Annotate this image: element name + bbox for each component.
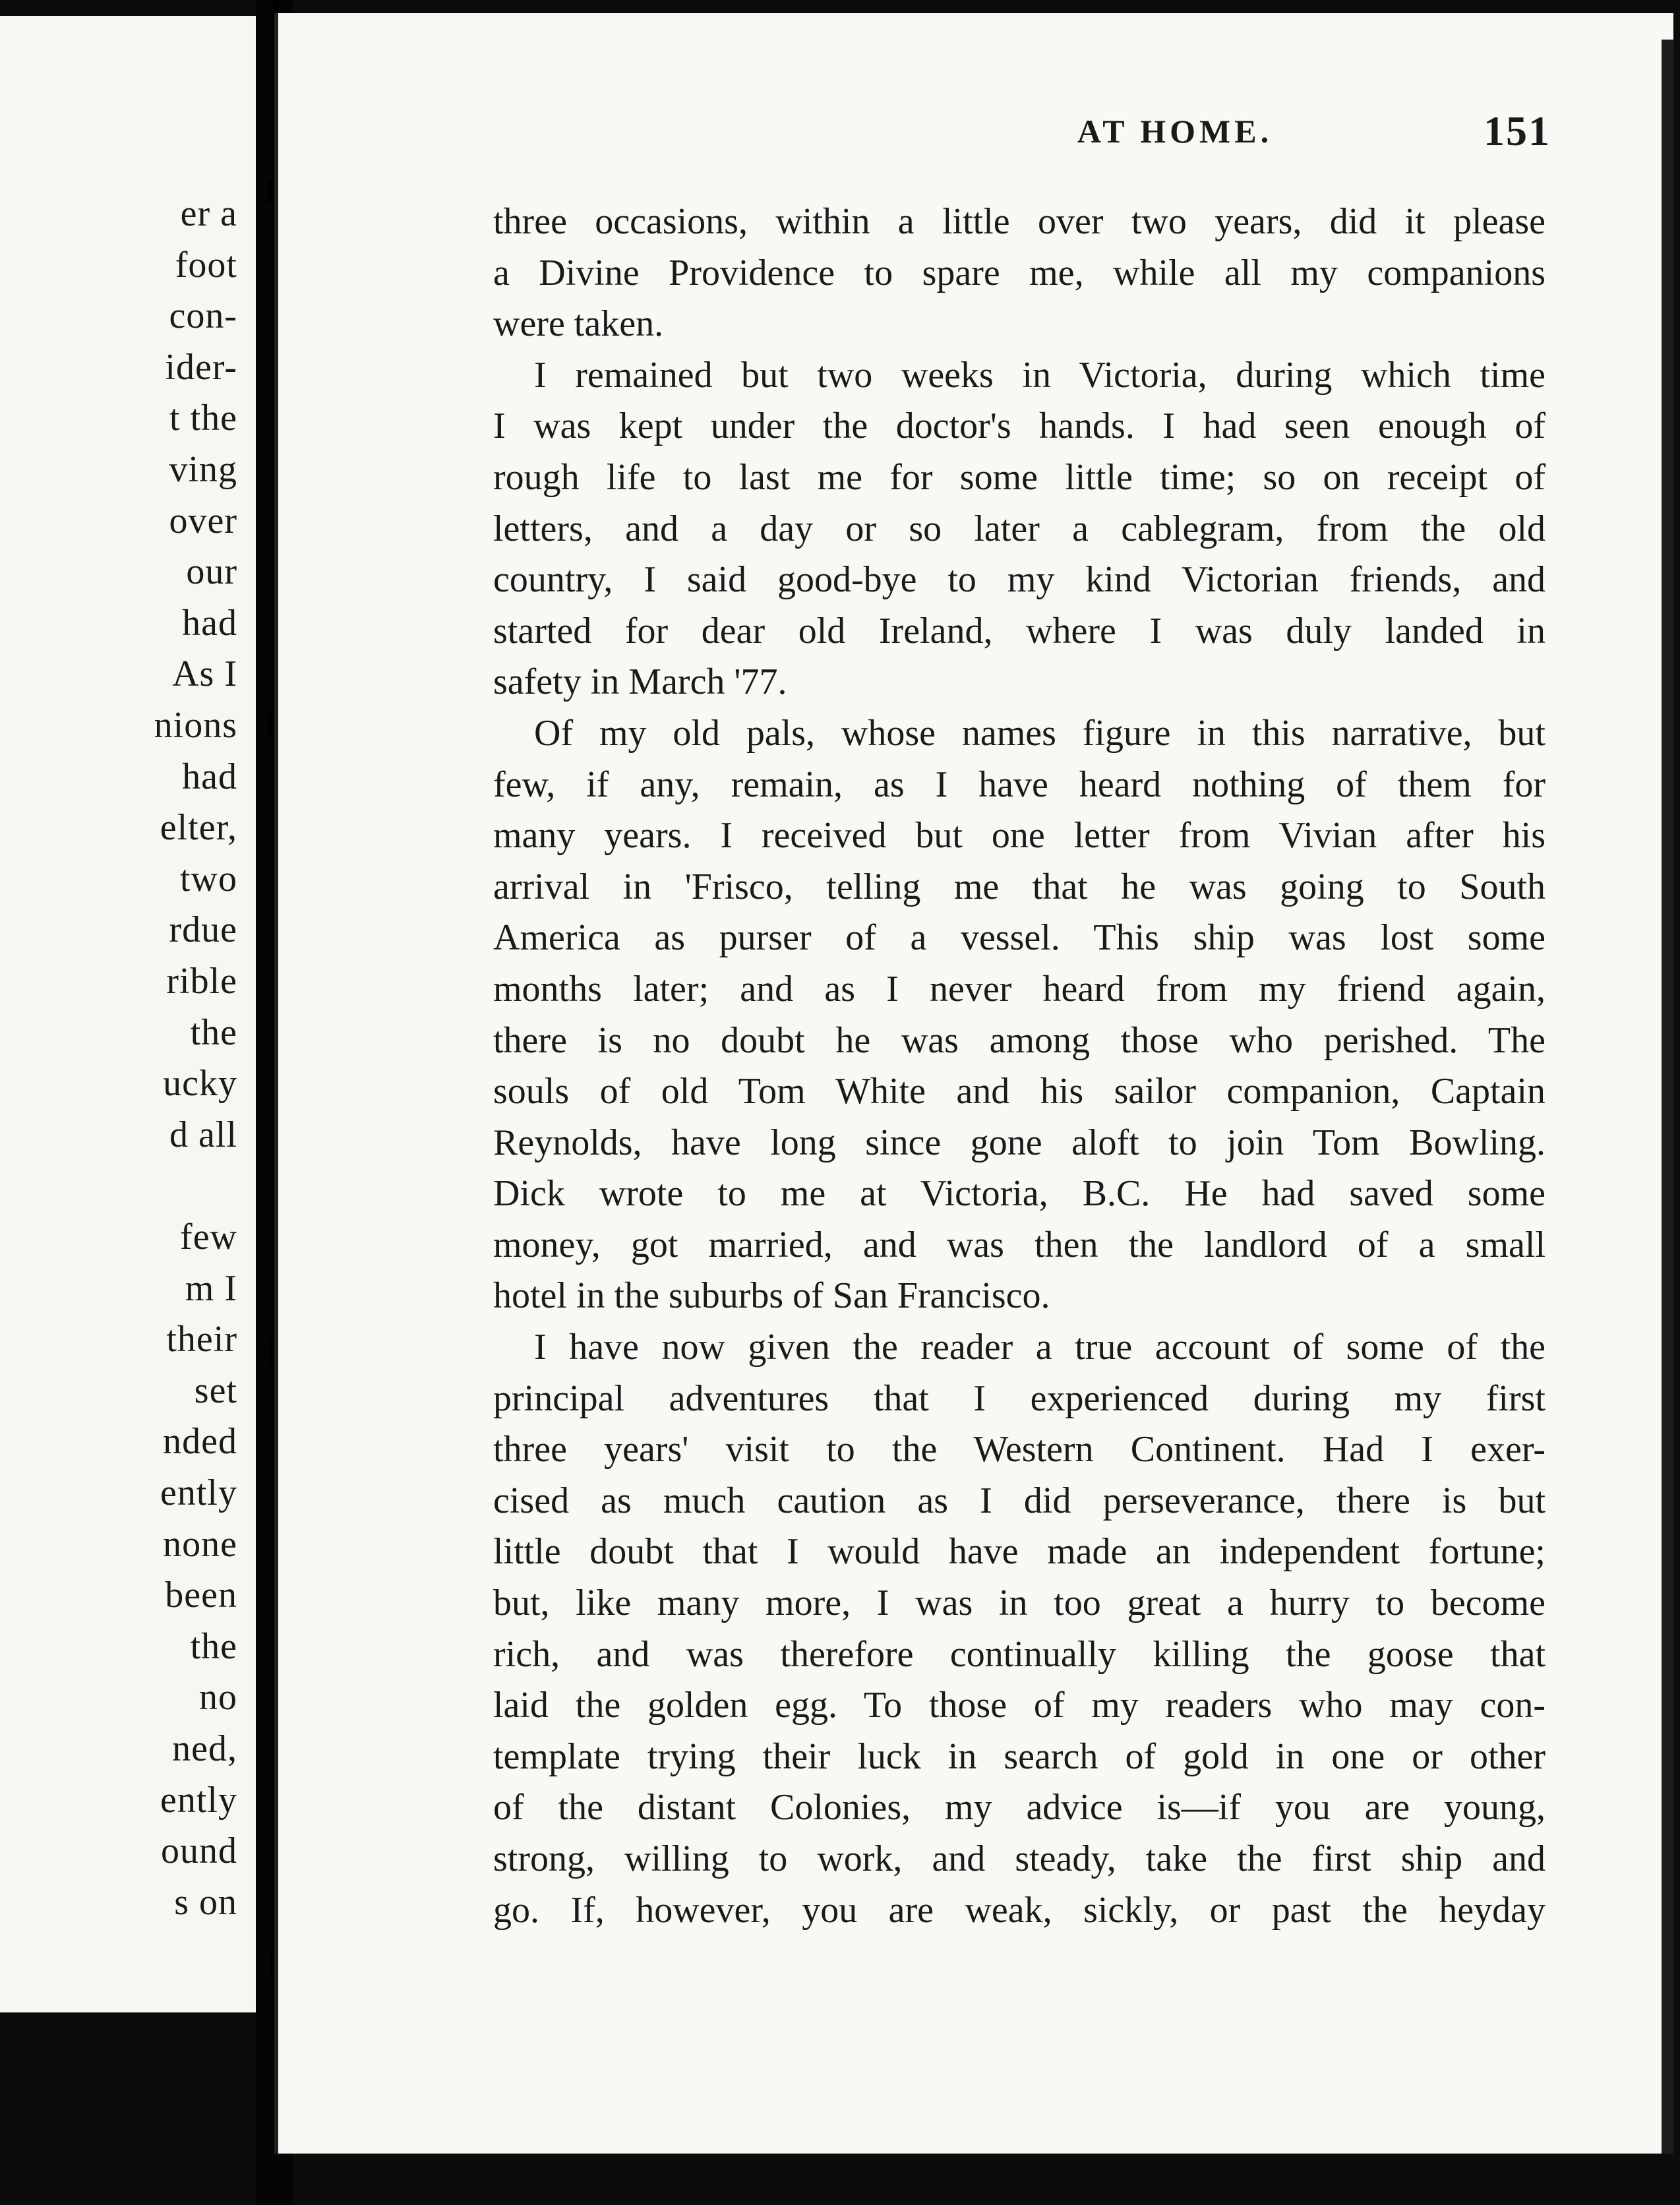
left-page-line: few bbox=[180, 1217, 237, 1257]
page-number: 151 bbox=[1484, 107, 1551, 154]
book-page bbox=[274, 13, 1673, 2154]
text-line: America as purser of a vessel. This ship was lost some bbox=[493, 917, 1545, 959]
left-page-line: none bbox=[163, 1523, 237, 1565]
text-line: rich, and was therefore continually killing the goose that bbox=[493, 1633, 1545, 1675]
left-page-line: their bbox=[166, 1319, 237, 1360]
text-line: three years' visit to the Western Continent. Had I exer- bbox=[493, 1429, 1545, 1470]
left-page-line: set bbox=[194, 1370, 237, 1411]
left-page-line: no bbox=[199, 1677, 237, 1718]
left-page-line: had bbox=[182, 602, 237, 644]
text-line: letters, and a day or so later a cablegram, from the old bbox=[493, 508, 1545, 549]
page-body-text bbox=[493, 196, 1545, 1936]
text-line: country, I said good-bye to my kind Victorian friends, and bbox=[493, 559, 1545, 601]
left-page-line: con- bbox=[169, 295, 237, 337]
text-line: few, if any, remain, as I have heard nothing of them for bbox=[493, 764, 1545, 805]
text-line: arrival in 'Frisco, telling me that he was going to South bbox=[493, 866, 1545, 907]
text-line: of the distant Colonies, my advice is—if you are young, bbox=[493, 1787, 1545, 1828]
text-line: go. If, however, you are weak, sickly, or past the heyday bbox=[493, 1889, 1545, 1931]
text-line: I remained but two weeks in Victoria, during which time bbox=[534, 354, 1545, 396]
text-line: a Divine Providence to spare me, while all my companions bbox=[493, 252, 1545, 293]
text-line: strong, willing to work, and steady, take the first ship and bbox=[493, 1838, 1545, 1879]
left-page-line: elter, bbox=[160, 807, 237, 849]
text-line: cised as much caution as I did perseverance, there is but bbox=[493, 1480, 1545, 1521]
left-page-line: ving bbox=[169, 449, 237, 490]
left-page-line: t the bbox=[169, 398, 237, 439]
text-line: principal adventures that I experienced during my first bbox=[493, 1377, 1545, 1419]
left-page-line: ently bbox=[160, 1472, 237, 1513]
left-page-line: rible bbox=[166, 961, 237, 1002]
text-line: Reynolds, have long since gone aloft to join Tom Bowling. bbox=[493, 1122, 1545, 1163]
left-page-line: d all bbox=[169, 1114, 237, 1155]
text-line: I have now given the reader a true account of some of the bbox=[534, 1327, 1545, 1368]
text-line: started for dear old Ireland, where I was duly landed in bbox=[493, 610, 1545, 651]
text-line: three occasions, within a little over two years, did it please bbox=[493, 201, 1545, 242]
running-head: AT HOME. bbox=[1077, 113, 1273, 150]
text-line: hotel in the suburbs of San Francisco. bbox=[493, 1275, 1050, 1317]
left-page-line: over bbox=[169, 500, 237, 541]
text-line: money, got married, and was then the landlord of a small bbox=[493, 1224, 1545, 1265]
text-line: Dick wrote to me at Victoria, B.C. He had saved some bbox=[493, 1173, 1545, 1215]
text-line: souls of old Tom White and his sailor companion, Captain bbox=[493, 1071, 1545, 1112]
text-line: Of my old pals, whose names figure in this narrative, but bbox=[534, 712, 1545, 754]
left-page-line: m I bbox=[185, 1267, 237, 1309]
text-line: safety in March '77. bbox=[493, 661, 787, 703]
left-page-line: nded bbox=[163, 1421, 237, 1463]
left-page-line: ucky bbox=[163, 1063, 237, 1104]
text-line: months later; and as I never heard from my friend again, bbox=[493, 968, 1545, 1010]
text-line: were taken. bbox=[493, 303, 664, 345]
left-page-line: As I bbox=[172, 653, 237, 695]
left-page-line: ently bbox=[160, 1779, 237, 1821]
page-edge-shadow bbox=[1662, 40, 1673, 2154]
left-page-line: s on bbox=[174, 1881, 237, 1923]
left-page-line: the bbox=[190, 1625, 237, 1667]
left-page-line: ider- bbox=[165, 346, 237, 388]
text-line: laid the golden egg. To those of my readers who may con- bbox=[493, 1685, 1545, 1726]
text-line: there is no doubt he was among those who perished. The bbox=[493, 1019, 1545, 1061]
left-page-line: nions bbox=[154, 705, 237, 746]
left-page-line: ned, bbox=[172, 1728, 237, 1769]
left-page-line: had bbox=[182, 756, 237, 797]
text-line: rough life to last me for some little time; so on receipt of bbox=[493, 456, 1545, 498]
text-line: I was kept under the doctor's hands. I had seen enough of bbox=[493, 406, 1545, 447]
left-page-line: er a bbox=[180, 193, 237, 234]
left-page-line: foot bbox=[175, 244, 237, 286]
text-line: but, like many more, I was in too great a hurry to become bbox=[493, 1583, 1545, 1624]
left-page-line: our bbox=[186, 551, 237, 593]
left-facing-page bbox=[0, 16, 256, 2012]
left-page-line: been bbox=[165, 1575, 237, 1616]
left-page-line: the bbox=[190, 1012, 237, 1053]
left-page-line: ound bbox=[161, 1830, 237, 1872]
text-line: little doubt that I would have made an independent fortune; bbox=[493, 1531, 1545, 1573]
left-page-line: rdue bbox=[169, 909, 237, 951]
left-page-line: two bbox=[180, 858, 237, 899]
text-line: many years. I received but one letter from Vivian after his bbox=[493, 815, 1545, 857]
text-line: template trying their luck in search of gold in one or other bbox=[493, 1736, 1545, 1777]
